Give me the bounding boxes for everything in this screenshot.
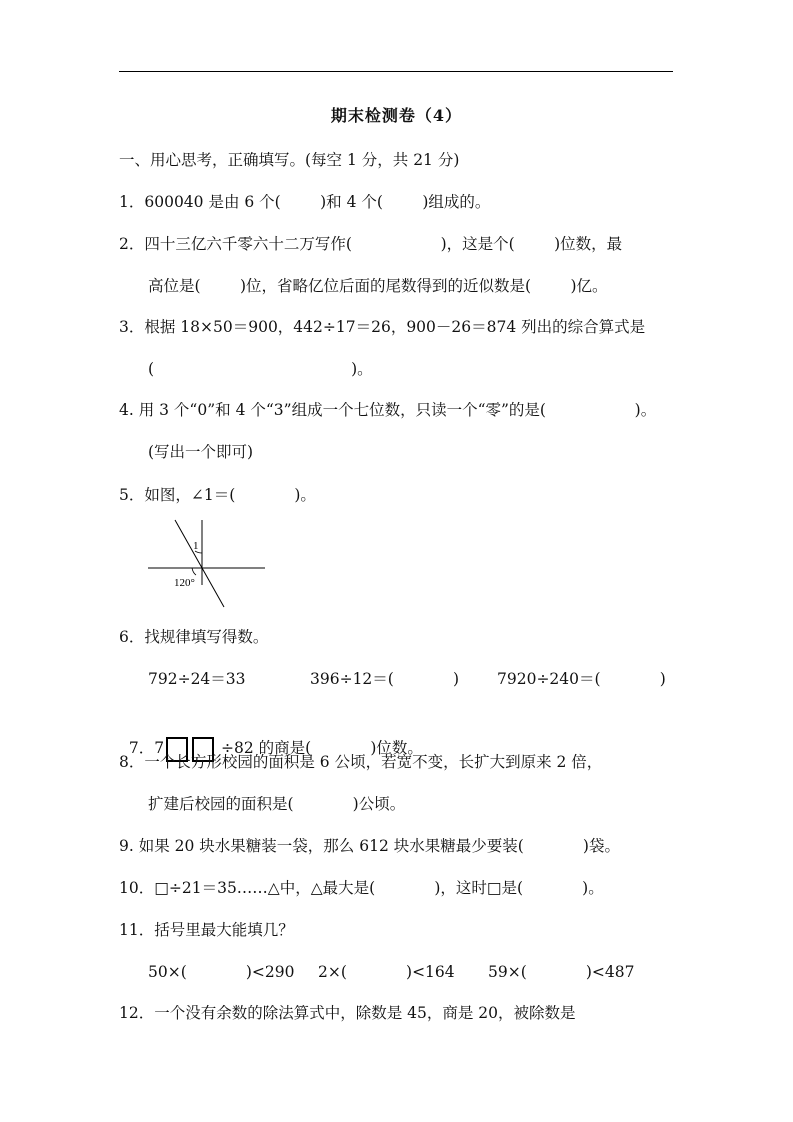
- question-11-item-1: 50×( )<290: [148, 963, 295, 981]
- question-11-item-2: 2×( )<164: [318, 963, 455, 981]
- angle-120-arc: [192, 568, 196, 575]
- question-6-item-2: 396÷12＝( ): [310, 670, 460, 688]
- question-5: 5．如图，∠1＝( )。: [119, 486, 316, 504]
- question-6-item-3: 7920÷240＝( ): [497, 670, 666, 688]
- slanted-line: [175, 520, 224, 607]
- page-title: 期末检测卷（4）: [330, 106, 463, 125]
- question-7-prefix: 7．7: [128, 739, 165, 757]
- question-11: 11．括号里最大能填几？: [119, 921, 294, 939]
- question-10: 10．□÷21＝35……△中，△最大是( )，这时□是( )。: [119, 879, 604, 897]
- angle-1-label: 1: [193, 540, 199, 552]
- question-8-line-1: 8．一个长方形校园的面积是 6 公顷，若宽不变，长扩大到原来 2 倍，: [119, 753, 603, 771]
- question-7-suffix: ÷82 的商是( )位数。: [221, 739, 423, 757]
- question-8-line-2: 扩建后校园的面积是( )公顷。: [148, 795, 406, 813]
- question-1: 1．600040 是由 6 个( )和 4 个( )组成的。: [119, 193, 491, 211]
- question-12: 12．一个没有余数的除法算式中，除数是 45，商是 20，被除数是: [119, 1004, 576, 1022]
- section-heading: 一、用心思考，正确填写。(每空 1 分，共 21 分): [119, 151, 460, 169]
- header-rule: [119, 71, 673, 72]
- question-3-line-1: 3．根据 18×50＝900，442÷17＝26，900－26＝874 列出的综合算式是: [119, 318, 646, 336]
- question-6: 6．找规律填写得数。: [119, 628, 269, 646]
- question-2-line-2: 高位是( )位，省略亿位后面的尾数得到的近似数是( )亿。: [148, 277, 608, 295]
- question-4-line-2: (写出一个即可): [148, 443, 254, 461]
- angle-figure: [140, 515, 270, 610]
- angle-120-label: 120°: [174, 577, 195, 589]
- question-3-line-2: ( )。: [148, 360, 373, 378]
- question-4-line-1: 4. 用 3 个“0”和 4 个“3”组成一个七位数，只读一个“零”的是( )。: [119, 401, 657, 419]
- question-6-item-1: 792÷24＝33: [148, 670, 246, 688]
- question-2-line-1: 2．四十三亿六千零六十二万写作( )，这是个( )位数，最: [119, 235, 623, 253]
- question-9: 9. 如果 20 块水果糖装一袋，那么 612 块水果糖最少要装( )袋。: [119, 837, 620, 855]
- question-11-item-3: 59×( )<487: [488, 963, 635, 981]
